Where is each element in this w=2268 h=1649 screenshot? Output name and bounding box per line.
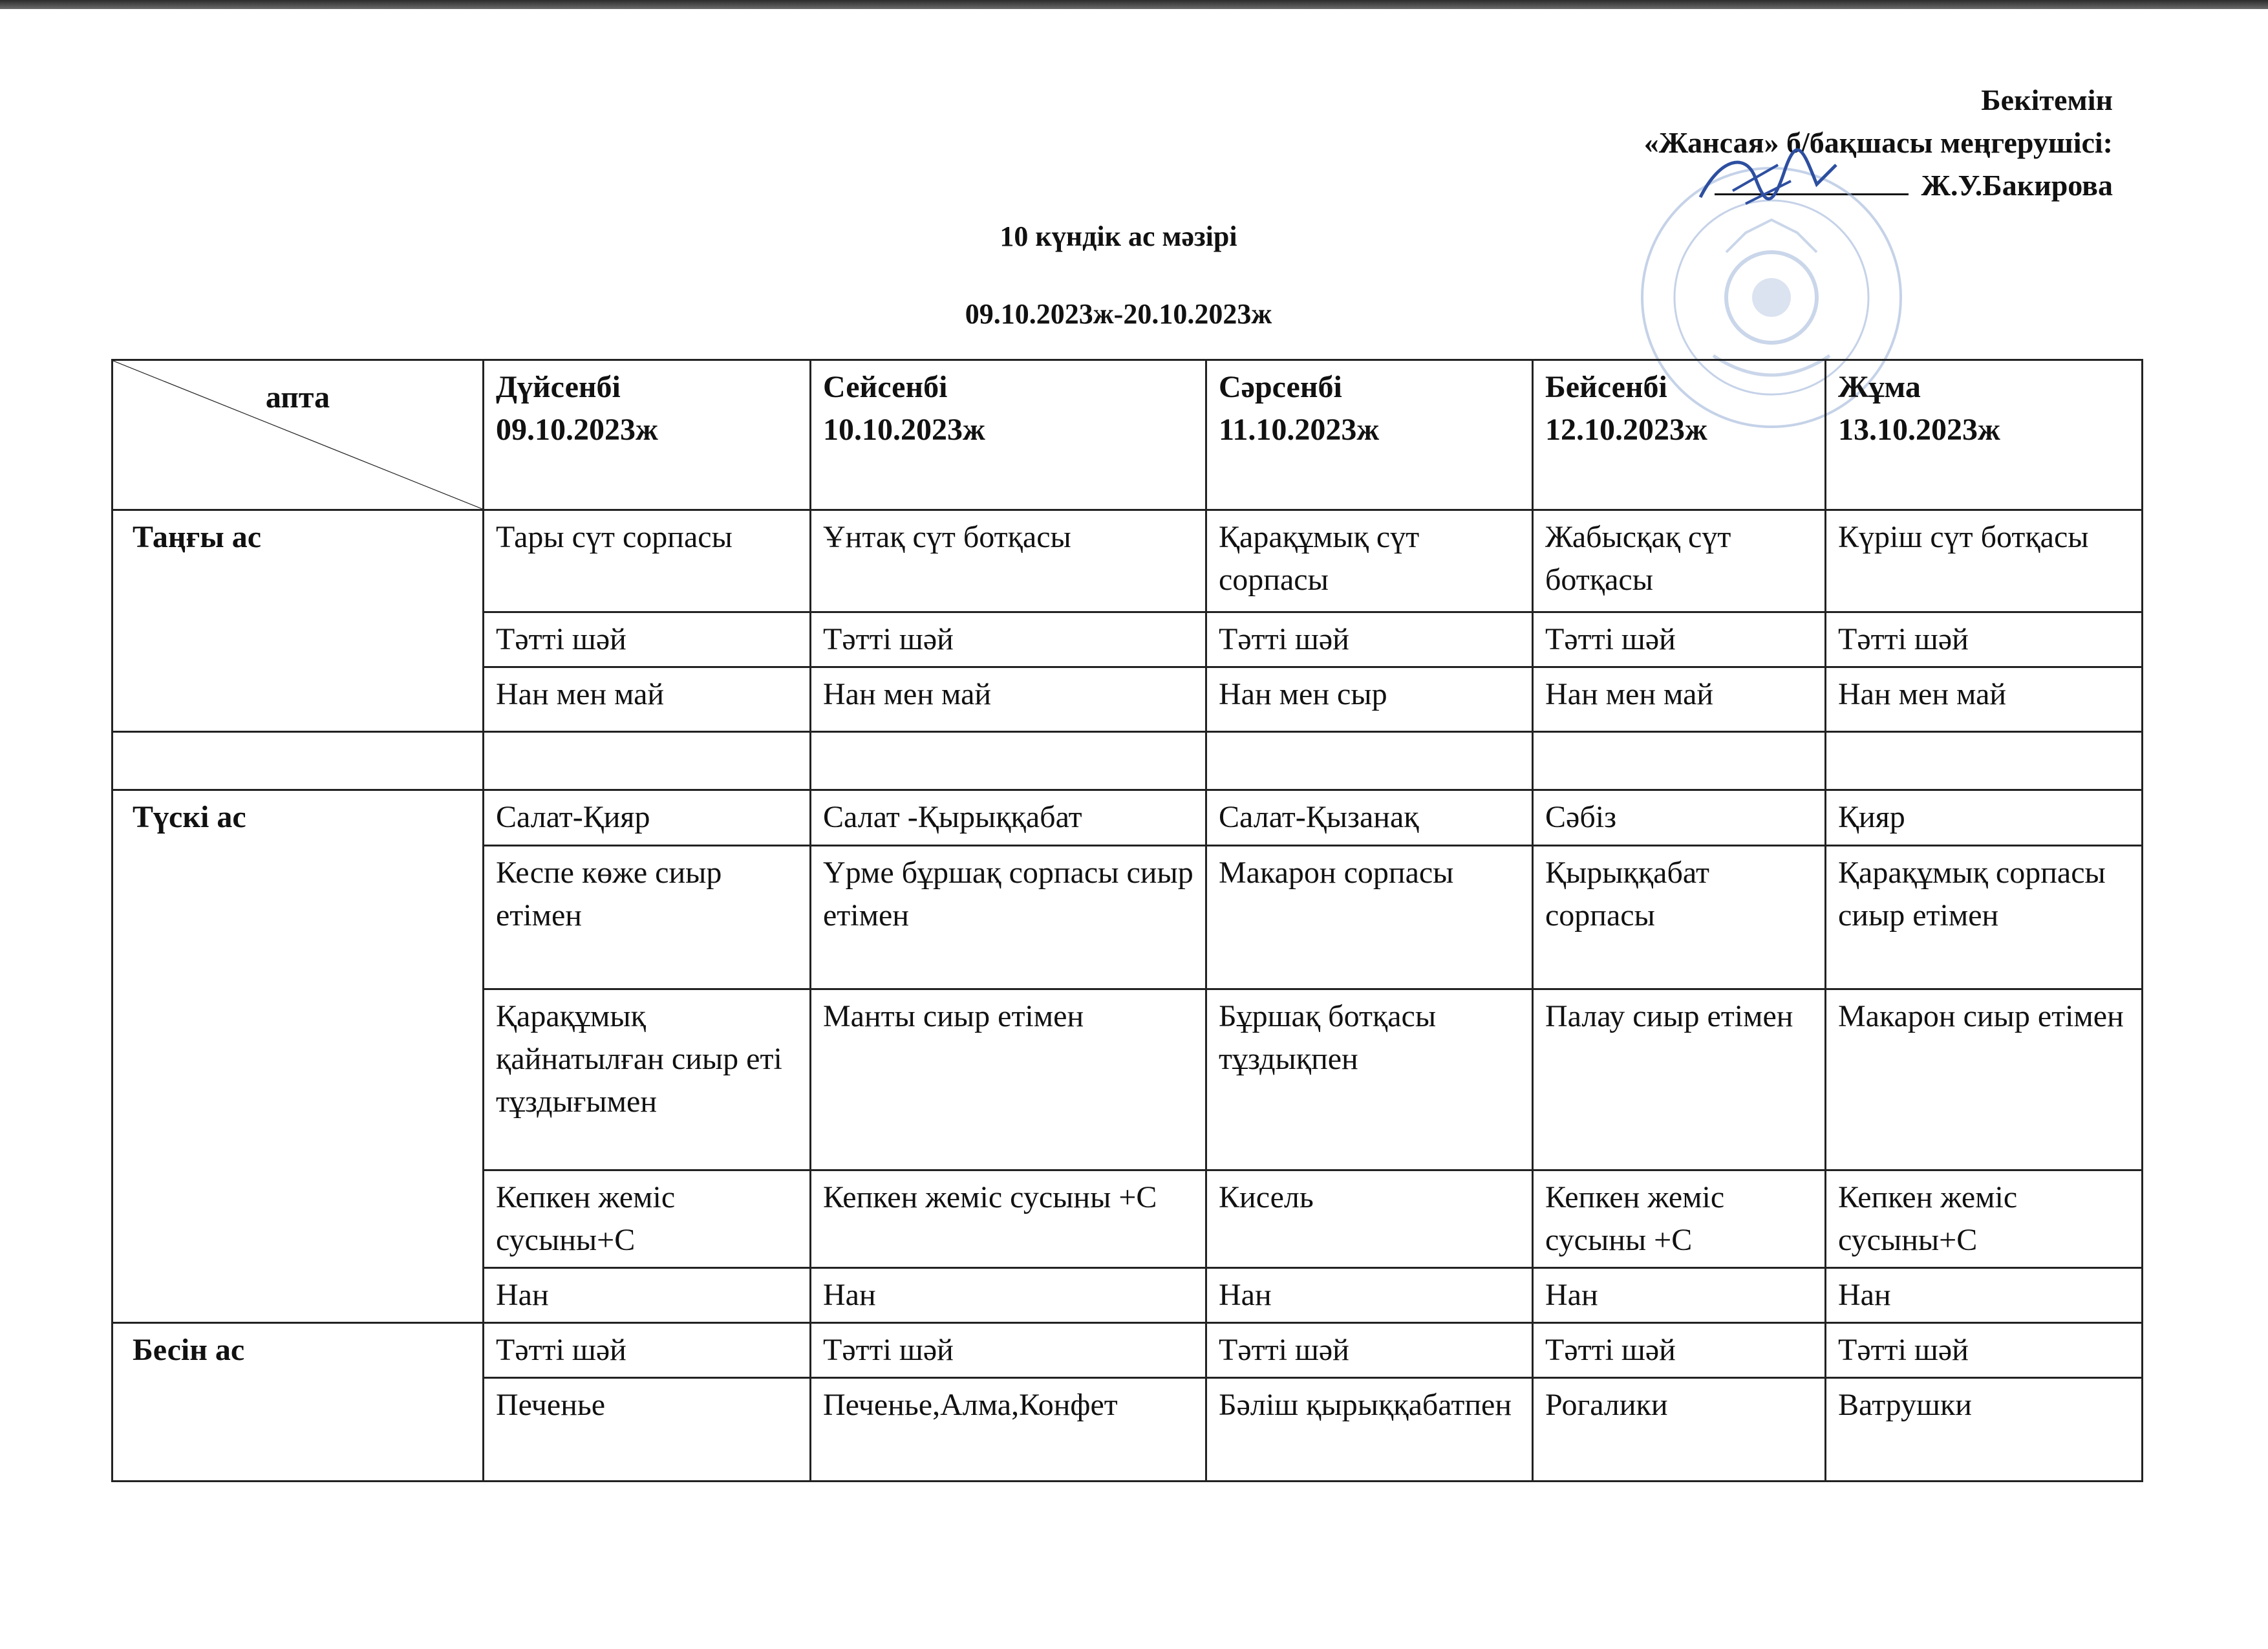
table-cell: Қарақұмық қайнатылған сиыр еті тұздығымен — [484, 989, 811, 1170]
table-cell: Нан мен май — [1826, 667, 2143, 732]
table-cell: Тәтті шәй — [1826, 612, 2143, 667]
table-cell: Печенье — [484, 1378, 811, 1482]
table-cell: Кепкен жеміс сусыны+С — [484, 1170, 811, 1268]
day-date: 09.10.2023ж — [496, 413, 658, 447]
table-cell: Манты сиыр етімен — [811, 989, 1206, 1170]
day-date: 12.10.2023ж — [1545, 413, 1707, 447]
meal-snack-label: Бесін ас — [112, 1323, 484, 1482]
table-cell: Нан мен сыр — [1206, 667, 1533, 732]
table-cell: Тәтті шәй — [1533, 1323, 1826, 1378]
approver-name: Ж.У.Бакирова — [1921, 169, 2113, 202]
approval-title: Бекітемін — [1981, 83, 2113, 116]
header-row — [112, 360, 2143, 510]
table-cell: Кепкен жеміс сусыны+С — [1826, 1170, 2143, 1268]
table-cell: Кисель — [1206, 1170, 1533, 1268]
table-cell — [1826, 732, 2143, 790]
table-cell: Үрме бұршақ сорпасы сиыр етімен — [811, 846, 1206, 989]
day-header-mon — [484, 360, 811, 510]
table-cell: Палау сиыр етімен — [1533, 989, 1826, 1170]
scan-edge — [0, 0, 2268, 9]
day-header-fri — [1826, 360, 2143, 510]
signature-graphic — [1694, 146, 1843, 217]
corner-cell — [112, 360, 484, 510]
day-header-tue — [811, 360, 1206, 510]
table-cell: Қырыққабат сорпасы — [1533, 846, 1826, 989]
table-cell: Печенье,Алма,Конфет — [811, 1378, 1206, 1482]
table-cell: Салат-Қияр — [484, 790, 811, 846]
table-cell — [1533, 732, 1826, 790]
table-cell: Макарон сорпасы — [1206, 846, 1533, 989]
day-name: Жұма — [1838, 370, 1921, 404]
table-cell: Нан — [1533, 1268, 1826, 1323]
table-cell: Сәбіз — [1533, 790, 1826, 846]
day-name: Сейсенбі — [823, 370, 948, 404]
day-header-thu — [1533, 360, 1826, 510]
table-cell: Макарон сиыр етімен — [1826, 989, 2143, 1170]
table-cell: Салат-Қызанақ — [1206, 790, 1533, 846]
meal-breakfast-label: Таңғы ас — [112, 510, 484, 732]
table-cell — [112, 732, 484, 790]
page-period: 09.10.2023ж-20.10.2023ж — [965, 298, 1272, 330]
day-name: Дүйсенбі — [496, 370, 621, 404]
table-cell: Ватрушки — [1826, 1378, 2143, 1482]
table-row — [112, 790, 2143, 846]
table-row — [112, 510, 2143, 612]
table-cell: Қияр — [1826, 790, 2143, 846]
day-date: 11.10.2023ж — [1219, 413, 1380, 447]
table-cell — [484, 732, 811, 790]
table-cell: Кеспе көже сиыр етімен — [484, 846, 811, 989]
day-date: 13.10.2023ж — [1838, 413, 2000, 447]
table-cell: Нан — [1826, 1268, 2143, 1323]
table-cell: Кепкен жеміс сусыны +С — [1533, 1170, 1826, 1268]
table-cell: Қарақұмық сорпасы сиыр етімен — [1826, 846, 2143, 989]
table-cell: Тәтті шәй — [1826, 1323, 2143, 1378]
table-cell: Тәтті шәй — [484, 1323, 811, 1378]
table-cell: Жабысқақ сүт ботқасы — [1533, 510, 1826, 612]
table-cell — [1206, 732, 1533, 790]
day-name: Сәрсенбі — [1219, 370, 1342, 404]
page-title: 10 күндік ас мәзірі — [1000, 221, 1237, 252]
table-cell: Нан — [484, 1268, 811, 1323]
day-header-wed — [1206, 360, 1533, 510]
table-cell: Бұршақ ботқасы тұздықпен — [1206, 989, 1533, 1170]
table-cell: Рогалики — [1533, 1378, 1826, 1482]
table-cell: Бәліш қырыққабатпен — [1206, 1378, 1533, 1482]
table-cell: Тәтті шәй — [1206, 1323, 1533, 1378]
table-cell: Салат -Қырыққабат — [811, 790, 1206, 846]
table-cell: Нан — [1206, 1268, 1533, 1323]
table-cell: Күріш сүт ботқасы — [1826, 510, 2143, 612]
table-cell: Нан — [811, 1268, 1206, 1323]
table-cell: Нан мен май — [1533, 667, 1826, 732]
table-cell — [811, 732, 1206, 790]
approval-position: «Жансая» б/бақшасы меңгерушісі: — [1643, 126, 2113, 159]
meal-lunch-label: Түскі ас — [112, 790, 484, 1323]
menu-table — [111, 359, 2143, 1482]
table-cell: Қарақұмық сүт сорпасы — [1206, 510, 1533, 612]
table-cell: Тәтті шәй — [1206, 612, 1533, 667]
table-cell: Кепкен жеміс сусыны +С — [811, 1170, 1206, 1268]
table-cell: Нан мен май — [484, 667, 811, 732]
table-cell: Тәтті шәй — [484, 612, 811, 667]
table-cell: Тәтті шәй — [811, 612, 1206, 667]
table-cell: Тәтті шәй — [1533, 612, 1826, 667]
table-row — [112, 1323, 2143, 1378]
table-cell: Тары сүт сорпасы — [484, 510, 811, 612]
table-cell: Тәтті шәй — [811, 1323, 1206, 1378]
day-name: Бейсенбі — [1545, 370, 1667, 404]
empty-row — [112, 732, 2143, 790]
table-cell: Нан мен май — [811, 667, 1206, 732]
corner-label: апта — [265, 380, 330, 415]
day-date: 10.10.2023ж — [823, 413, 985, 447]
table-cell: Ұнтақ сүт ботқасы — [811, 510, 1206, 612]
